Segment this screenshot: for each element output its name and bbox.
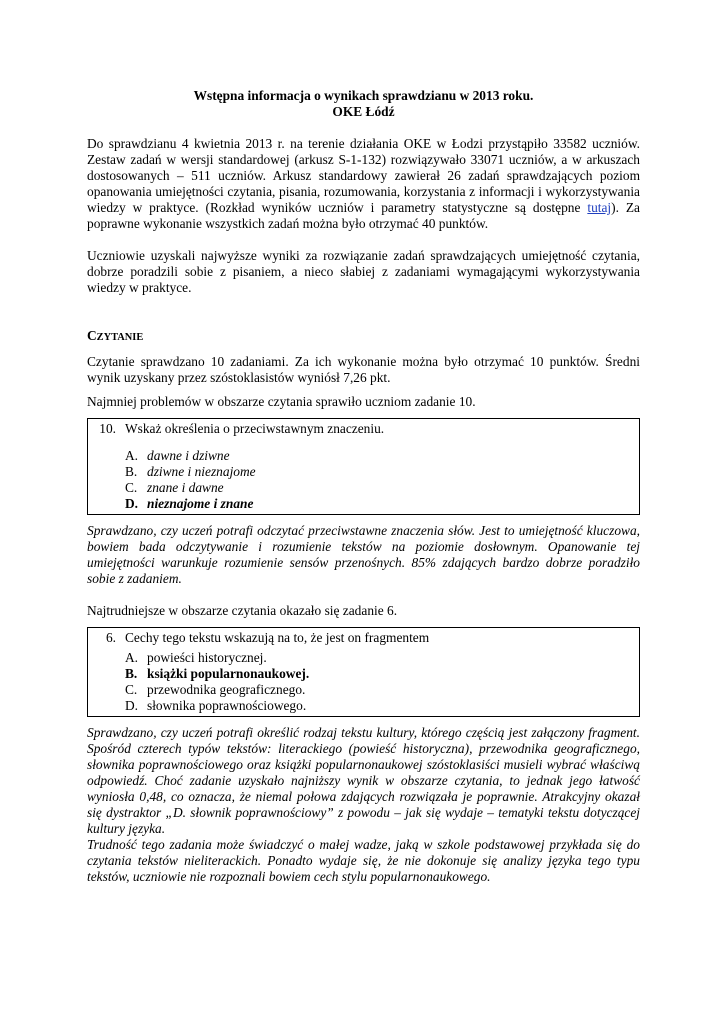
reading-paragraph-1: Czytanie sprawdzano 10 zadaniami. Za ich wykonanie można było otrzymać 10 punktów. Średni wynik uzyskany przez szóstoklasistów wyniósł 7,26 pkt.: [87, 354, 640, 385]
task-box-10: [87, 418, 640, 515]
reading-paragraph-2: Najmniej problemów w obszarze czytania sprawiło uczniom zadanie 10.: [87, 394, 476, 409]
document-title: [87, 88, 640, 120]
task-6-comment: [87, 725, 640, 885]
task-10-comment: Sprawdzano, czy uczeń potrafi odczytać przeciwstawne znaczenia słów. Jest to umiejętność kluczowa, bowiem bada odczytywanie i rozumienie tekstów na poziomie dosłownym. Opanowanie tej umiejętności warunkuje rozumienie sensów przenośnych. 85% zdających bardzo dobrze poradziło sobie z zadaniem.: [87, 523, 640, 586]
task-option-b-correct: B. książki popularnonaukowej.: [125, 666, 310, 681]
task-option-a: A. dawne i dziwne: [125, 448, 230, 463]
task-option-a: A. powieści historycznej.: [125, 650, 267, 665]
task-option-d: D. słownika poprawnościowego.: [125, 698, 307, 713]
intro-text-after-link: ). Za poprawne wykonanie wszystkich zadań można było otrzymać 40 punktów.: [87, 200, 641, 231]
task-question: Cechy tego tekstu wskazują na to, że jest on fragmentem: [125, 630, 430, 645]
task-question: Wskaż określenia o przeciwstawnym znaczeniu.: [125, 421, 385, 436]
reading-paragraph-3: Najtrudniejsze w obszarze czytania okazało się zadanie 6.: [87, 603, 398, 618]
task-box-6: [87, 627, 640, 717]
results-link[interactable]: tutaj: [587, 200, 612, 215]
task-6-comment-part-2: Trudność tego zadania może świadczyć o małej wadze, jaką w szkole podstawowej przykłada się do czytania tekstów nieliterackich. Ponadto wydaje się, że nie dokonuje się analizy języka tego typu tekstów, uczniowie nie rozpoznali bowiem cech stylu popularnonaukowego.: [87, 837, 640, 884]
intro-paragraph-2: Uczniowie uzyskali najwyższe wyniki za rozwiązanie zadań sprawdzających umiejętność czytania, dobrze poradzili sobie z pisaniem, a nieco słabiej z zadaniami wymagającymi wykorzystywania wiedzy w praktyce.: [87, 248, 640, 295]
task-option-c: C. przewodnika geograficznego.: [125, 682, 306, 697]
task-6-comment-part-1: Sprawdzano, czy uczeń potrafi określić rodzaj tekstu kultury, którego częścią jest załączony fragment. Spośród czterech typów tekstów: literackiego (powieść historyczna), przewodnika geograficznego, słownika poprawnościowego oraz książki popularnonaukowej szóstoklasiści musieli wybrać właściwą odpowiedź. Choć zadanie uzyskało najniższy wynik w obszarze czytania, to jednak jego łatwość wyniosła 0,48, co oznacza, że niemal połowa zdających rozwiązała je poprawnie. Atrakcyjny okazał się dystraktor „D. słownik poprawnościowy” z powodu – jak się wydaje – tematyki tekstu dotyczącej kultury języka.: [87, 725, 640, 836]
heading-rest: ZYTANIE: [96, 332, 144, 343]
title-line-1: Wstępna informacja o wynikach sprawdzianu w 2013 roku.: [193, 88, 534, 103]
heading-initial: C: [87, 328, 97, 343]
task-option-c: C. znane i dawne: [125, 480, 224, 495]
task-option-b: B. dziwne i nieznajome: [125, 464, 256, 479]
intro-paragraph-1: [87, 136, 640, 232]
task-number: 10.: [99, 421, 116, 436]
task-number: 6.: [105, 630, 116, 645]
task-option-d-correct: D. nieznajome i znane: [125, 496, 254, 511]
intro-text-before-link: Do sprawdzianu 4 kwietnia 2013 r. na terenie działania OKE w Łodzi przystąpiło 33582 uczniów. Zestaw zadań w wersji standardowej (arkusz S-1-132) rozwiązywało 33071 uczniów, a w arkuszach dostosowanych – 511 uczniów. Arkusz standardowy zawierał 26 zadań sprawdzających poziom opanowania umiejętności czytania, pisania, rozumowania, korzystania z informacji i wykorzystywania wiedzy w praktyce. (Rozkład wyników uczniów i parametry statystyczne są dostępne: [87, 136, 640, 215]
section-heading-reading: [87, 328, 640, 346]
title-line-2: OKE Łódź: [332, 104, 395, 119]
